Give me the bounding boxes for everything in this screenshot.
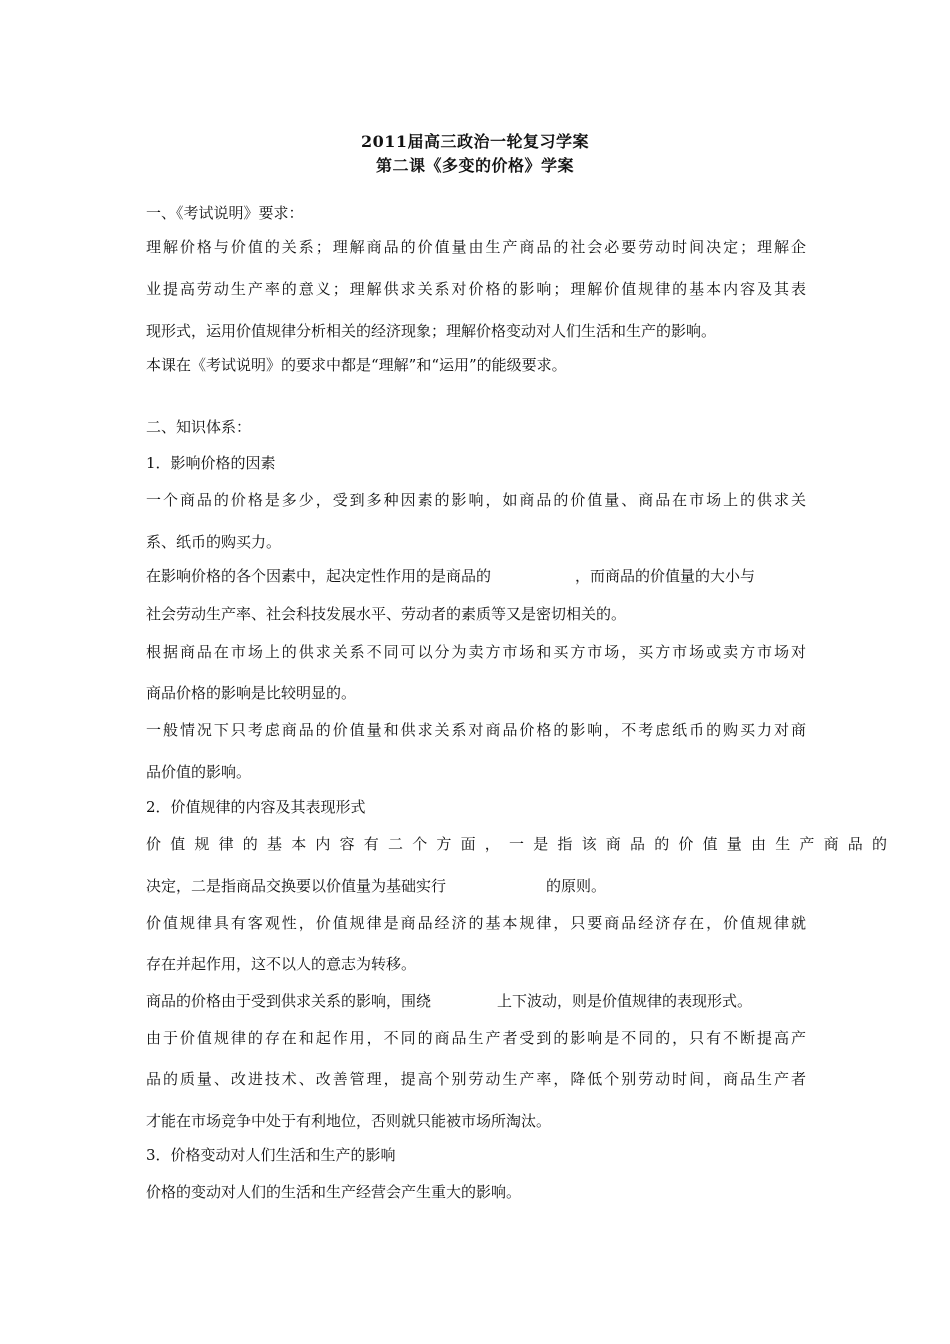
section2-heading: 二、知识体系：	[146, 418, 252, 436]
section1-paragraph-line: 理解价格与价值的关系；理解商品的价值量由生产商品的社会必要劳动时间决定；理解企	[146, 238, 806, 256]
fill-text: 在影响价格的各个因素中，起决定性作用的是商品的	[146, 567, 492, 585]
item1-paragraph-line: 社会劳动生产率、社会科技发展水平、劳动者的素质等又是密切相关的。	[146, 605, 627, 623]
item1-fill-blank-line	[146, 566, 806, 586]
section1-paragraph-line: 业提高劳动生产率的意义；理解供求关系对价格的影响；理解价值规律的基本内容及其表	[146, 280, 806, 298]
fill-text: 的原则。	[546, 877, 607, 895]
fill-text: 决定，二是指商品交换要以价值量为基础实行	[146, 877, 447, 895]
document-subtitle: 第二课《多变的价格》学案	[375, 156, 574, 175]
item1-paragraph-line: 商品价格的影响是比较明显的。	[146, 684, 357, 702]
item2-fill-blank-line	[146, 991, 806, 1011]
section1-paragraph-line: 现形式，运用价值规律分析相关的经济现象；理解价格变动对人们生活和生产的影响。	[146, 322, 717, 340]
section1-heading: 一、《考试说明》要求：	[146, 204, 304, 222]
item2-paragraph-line: 品的质量、改进技术、改善管理，提高个别劳动生产率，降低个别劳动时间，商品生产者	[146, 1070, 806, 1088]
item2-paragraph-line: 存在并起作用，这不以人的意志为转移。	[146, 955, 417, 973]
item1-paragraph-line: 系、纸币的购买力。	[146, 533, 282, 551]
item3-paragraph-line: 价格的变动对人们的生活和生产经营会产生重大的影响。	[146, 1183, 522, 1201]
fill-text: 上下波动，则是价值规律的表现形式。	[497, 992, 753, 1010]
item2-paragraph-line: 价值规律的基本内容有二个方面，一是指该商品的价值量由生产商品的	[146, 835, 897, 853]
item1-paragraph-line: 根据商品在市场上的供求关系不同可以分为卖方市场和买方市场，买方市场或卖方市场对	[146, 643, 806, 661]
item2-paragraph-line: 由于价值规律的存在和起作用，不同的商品生产者受到的影响是不同的，只有不断提高产	[146, 1029, 806, 1047]
section1-note: 本课在《考试说明》的要求中都是“理解”和“运用”的能级要求。	[146, 356, 567, 374]
item2-paragraph-line: 价值规律具有客观性，价值规律是商品经济的基本规律，只要商品经济存在，价值规律就	[146, 914, 806, 932]
fill-text: ，而商品的价值量的大小与	[575, 567, 756, 585]
item1-paragraph-line: 一个商品的价格是多少，受到多种因素的影响，如商品的价值量、商品在市场上的供求关	[146, 491, 806, 509]
item3-heading: 3．价格变动对人们生活和生产的影响	[146, 1146, 396, 1164]
item2-fill-blank-line	[146, 876, 806, 896]
item2-paragraph-line: 才能在市场竞争中处于有利地位，否则就只能被市场所淘汰。	[146, 1112, 552, 1130]
item2-heading: 2．价值规律的内容及其表现形式	[146, 798, 366, 816]
item1-paragraph-line: 一般情况下只考虑商品的价值量和供求关系对商品价格的影响，不考虑纸币的购买力对商	[146, 721, 806, 739]
fill-text: 商品的价格由于受到供求关系的影响，围绕	[146, 992, 432, 1010]
document-title: 2011届高三政治一轮复习学案	[360, 132, 590, 151]
item1-heading: 1．影响价格的因素	[146, 454, 276, 472]
item1-paragraph-line: 品价值的影响。	[146, 763, 252, 781]
